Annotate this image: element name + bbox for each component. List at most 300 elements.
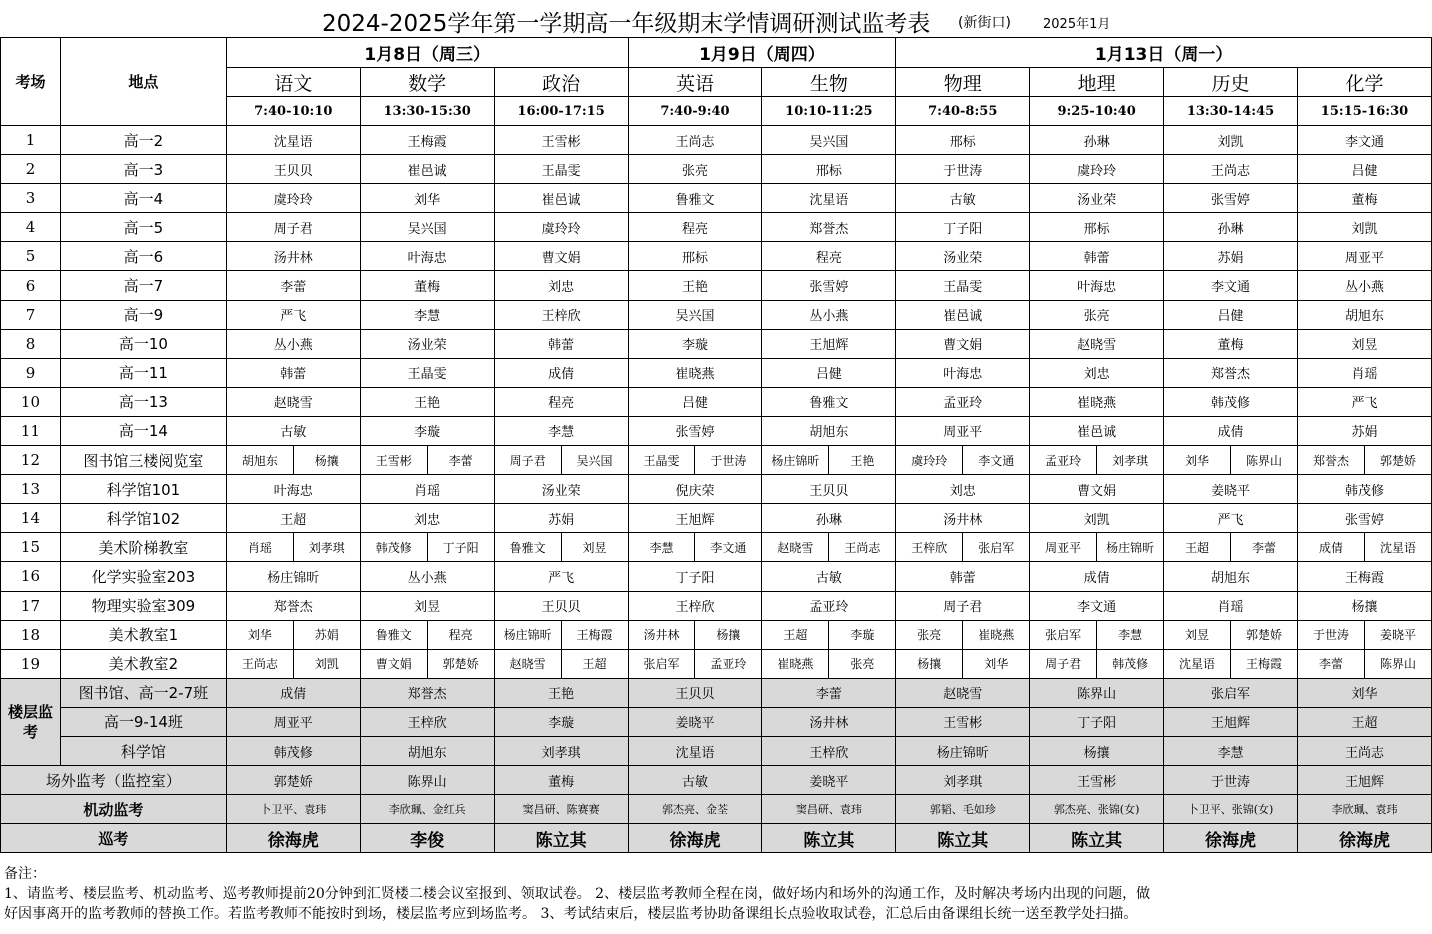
proctor-cell: 李文通 xyxy=(1030,591,1164,620)
proctor-cell: 刘昱 xyxy=(1164,620,1231,649)
room-location: 高一4 xyxy=(60,184,226,213)
proctor-cell: 李欣珮、袁玮 xyxy=(1297,795,1431,824)
proctor-cell: 丛小燕 xyxy=(1297,271,1431,300)
proctor-cell: 严飞 xyxy=(1164,504,1298,533)
proctor-cell: 刘华 xyxy=(1297,678,1431,707)
proctor-cell: 虞玲玲 xyxy=(896,446,963,475)
proctor-cell: 严飞 xyxy=(226,300,360,329)
proctor-cell: 肖瑶 xyxy=(360,475,494,504)
proctor-cell: 严飞 xyxy=(494,562,628,591)
room-number: 11 xyxy=(1,416,61,445)
proctor-cell: 肖瑶 xyxy=(1164,591,1298,620)
proctor-cell: 王艳 xyxy=(360,387,494,416)
table-row xyxy=(1,504,1432,533)
proctor-cell: 郭楚娇 xyxy=(1364,446,1431,475)
proctor-cell: 李蕾 xyxy=(427,446,494,475)
proctor-cell: 曹文娟 xyxy=(494,242,628,271)
proctor-cell: 卜卫平、袁玮 xyxy=(226,795,360,824)
outside-row-label: 场外监考（监控室） xyxy=(1,766,227,795)
floor-row xyxy=(1,707,1432,736)
proctor-cell: 刘华 xyxy=(1164,446,1231,475)
proctor-cell: 孟亚玲 xyxy=(896,387,1030,416)
proctor-cell: 张启军 xyxy=(1164,678,1298,707)
proctor-cell: 张雪婷 xyxy=(628,416,762,445)
proctor-cell: 王雪彬 xyxy=(360,446,427,475)
proctor-cell: 王尚志 xyxy=(1297,736,1431,765)
proctor-cell: 孙琳 xyxy=(1164,213,1298,242)
proctor-cell: 吴兴国 xyxy=(762,126,896,155)
proctor-cell: 古敏 xyxy=(628,766,762,795)
proctor-cell: 苏娟 xyxy=(494,504,628,533)
proctor-cell: 孙琳 xyxy=(762,504,896,533)
proctor-cell: 陈界山 xyxy=(360,766,494,795)
proctor-cell: 董梅 xyxy=(494,766,628,795)
proctor-cell: 虞玲玲 xyxy=(1030,155,1164,184)
proctor-cell: 杨攘 xyxy=(293,446,360,475)
room-number: 8 xyxy=(1,329,61,358)
table-row xyxy=(1,591,1432,620)
proctor-cell: 刘凯 xyxy=(293,649,360,678)
proctor-cell: 姜晓平 xyxy=(1364,620,1431,649)
proctor-cell: 杨攘 xyxy=(1030,736,1164,765)
proctor-cell: 徐海虎 xyxy=(1164,824,1298,853)
proctor-cell: 叶海忠 xyxy=(1030,271,1164,300)
proctor-cell: 刘孝琪 xyxy=(896,766,1030,795)
proctor-cell: 汤业荣 xyxy=(494,475,628,504)
room-number: 9 xyxy=(1,358,61,387)
proctor-cell: 王雪彬 xyxy=(1030,766,1164,795)
day-header: 1月9日（周四） xyxy=(628,38,896,68)
room-number: 16 xyxy=(1,562,61,591)
proctor-cell: 成倩 xyxy=(494,358,628,387)
proctor-cell: 苏娟 xyxy=(1164,242,1298,271)
proctor-cell: 孙琳 xyxy=(1030,126,1164,155)
proctor-cell: 陈立其 xyxy=(896,824,1030,853)
proctor-cell: 王梓欣 xyxy=(762,736,896,765)
proctor-cell: 徐海虎 xyxy=(226,824,360,853)
proctor-cell: 古敏 xyxy=(896,184,1030,213)
room-location: 高一5 xyxy=(60,213,226,242)
proctor-cell: 沈星语 xyxy=(1164,649,1231,678)
room-number: 7 xyxy=(1,300,61,329)
proctor-cell: 张启军 xyxy=(1030,620,1097,649)
room-location: 物理实验室309 xyxy=(60,591,226,620)
time-header: 16:00-17:15 xyxy=(494,97,628,126)
header-location: 地点 xyxy=(60,38,226,126)
proctor-cell: 郑誉杰 xyxy=(762,213,896,242)
title-location: (新街口) xyxy=(958,15,1011,31)
header-exam-room: 考场 xyxy=(1,38,61,126)
proctor-cell: 郭韬、毛如珍 xyxy=(896,795,1030,824)
proctor-cell: 邢标 xyxy=(1030,213,1164,242)
proctor-cell: 鲁雅文 xyxy=(628,184,762,213)
proctor-cell: 王尚志 xyxy=(829,533,896,562)
mobile-row xyxy=(1,795,1432,824)
proctor-cell: 韩蕾 xyxy=(1030,242,1164,271)
proctor-cell: 汤业荣 xyxy=(1030,184,1164,213)
proctor-cell: 鲁雅文 xyxy=(360,620,427,649)
proctor-cell: 陈界山 xyxy=(1231,446,1298,475)
subject-header: 政治 xyxy=(494,68,628,97)
proctor-cell: 郭楚娇 xyxy=(1231,620,1298,649)
proctor-cell: 王晶雯 xyxy=(896,271,1030,300)
subject-header: 化学 xyxy=(1297,68,1431,97)
proctor-cell: 曹文娟 xyxy=(1030,475,1164,504)
mobile-row-label: 机动监考 xyxy=(1,795,227,824)
proctor-cell: 王尚志 xyxy=(628,126,762,155)
table-row xyxy=(1,620,1432,649)
room-number: 4 xyxy=(1,213,61,242)
proctor-cell: 周子君 xyxy=(1030,649,1097,678)
proctor-cell: 于世涛 xyxy=(1164,766,1298,795)
proctor-cell: 虞玲玲 xyxy=(494,213,628,242)
proctor-cell: 陈界山 xyxy=(1364,649,1431,678)
room-location: 科学馆101 xyxy=(60,475,226,504)
time-header: 13:30-14:45 xyxy=(1164,97,1298,126)
proctor-cell: 崔邑诚 xyxy=(360,155,494,184)
proctor-cell: 陈界山 xyxy=(1030,678,1164,707)
proctor-cell: 王贝贝 xyxy=(494,591,628,620)
proctor-cell: 李欣珮、金红兵 xyxy=(360,795,494,824)
proctor-cell: 郑誉杰 xyxy=(1164,358,1298,387)
proctor-cell: 陈立其 xyxy=(1030,824,1164,853)
proctor-cell: 成倩 xyxy=(226,678,360,707)
subject-header: 英语 xyxy=(628,68,762,97)
floor-location: 高一9-14班 xyxy=(60,707,226,736)
floor-row xyxy=(1,678,1432,707)
proctor-cell: 杨庄锦昕 xyxy=(1097,533,1164,562)
proctor-cell: 刘凯 xyxy=(1297,213,1431,242)
proctor-cell: 吕健 xyxy=(1297,155,1431,184)
room-location: 科学馆102 xyxy=(60,504,226,533)
proctor-cell: 窦昌研、陈赛赛 xyxy=(494,795,628,824)
proctor-cell: 曹文娟 xyxy=(896,329,1030,358)
proctor-cell: 周子君 xyxy=(226,213,360,242)
time-header: 10:10-11:25 xyxy=(762,97,896,126)
table-row xyxy=(1,475,1432,504)
room-location: 高一11 xyxy=(60,358,226,387)
proctor-cell: 程亮 xyxy=(494,387,628,416)
proctor-cell: 王旭辉 xyxy=(628,504,762,533)
proctor-cell: 周亚平 xyxy=(1297,242,1431,271)
proctor-cell: 李文通 xyxy=(1297,126,1431,155)
room-number: 19 xyxy=(1,649,61,678)
proctor-cell: 胡旭东 xyxy=(226,446,293,475)
proctor-cell: 王梅霞 xyxy=(1297,562,1431,591)
proctor-cell: 刘华 xyxy=(360,184,494,213)
room-location: 图书馆三楼阅览室 xyxy=(60,446,226,475)
table-row xyxy=(1,155,1432,184)
subject-header: 语文 xyxy=(226,68,360,97)
proctor-cell: 吴兴国 xyxy=(360,213,494,242)
table-row xyxy=(1,416,1432,445)
proctor-cell: 倪庆荣 xyxy=(628,475,762,504)
table-row xyxy=(1,446,1432,475)
table-row xyxy=(1,213,1432,242)
room-location: 高一7 xyxy=(60,271,226,300)
proctor-cell: 韩茂修 xyxy=(226,736,360,765)
room-location: 高一14 xyxy=(60,416,226,445)
room-location: 美术阶梯教室 xyxy=(60,533,226,562)
subject-header: 物理 xyxy=(896,68,1030,97)
proctor-cell: 胡旭东 xyxy=(1297,300,1431,329)
proctor-cell: 王梓欣 xyxy=(494,300,628,329)
proctor-cell: 崔晓燕 xyxy=(762,649,829,678)
proctor-cell: 韩茂修 xyxy=(1297,475,1431,504)
proctor-cell: 李璇 xyxy=(628,329,762,358)
proctor-cell: 杨攘 xyxy=(896,649,963,678)
proctor-cell: 刘凯 xyxy=(1164,126,1298,155)
proctor-cell: 孟亚玲 xyxy=(1030,446,1097,475)
time-header: 7:40-9:40 xyxy=(628,97,762,126)
proctor-cell: 胡旭东 xyxy=(1164,562,1298,591)
proctor-cell: 刘华 xyxy=(226,620,293,649)
proctor-cell: 张启军 xyxy=(963,533,1030,562)
proctor-cell: 程亮 xyxy=(628,213,762,242)
proctor-cell: 张雪婷 xyxy=(1297,504,1431,533)
proctor-cell: 崔邑诚 xyxy=(494,184,628,213)
room-location: 化学实验室203 xyxy=(60,562,226,591)
proctor-cell: 王梓欣 xyxy=(628,591,762,620)
proctor-cell: 王雪彬 xyxy=(896,707,1030,736)
proctor-cell: 徐海虎 xyxy=(1297,824,1431,853)
notes-line-1: 1、请监考、楼层监考、机动监考、巡考教师提前20分钟到汇贤楼二楼会议室报到、领取试卷。 2、楼层监考教师全程在岗，做好场内和场外的沟通工作，及时解决考场内出现的问题，做 xyxy=(4,886,1151,902)
time-header: 7:40-10:10 xyxy=(226,97,360,126)
proctor-cell: 郭杰亮、张锦(女) xyxy=(1030,795,1164,824)
proctor-cell: 李蕾 xyxy=(1297,649,1364,678)
room-number: 18 xyxy=(1,620,61,649)
proctor-cell: 王梅霞 xyxy=(561,620,628,649)
proctor-cell: 郑誉杰 xyxy=(360,678,494,707)
room-number: 14 xyxy=(1,504,61,533)
proctor-cell: 王晶雯 xyxy=(360,358,494,387)
proctor-cell: 李慧 xyxy=(1097,620,1164,649)
proctor-cell: 韩茂修 xyxy=(360,533,427,562)
proctor-cell: 韩茂修 xyxy=(1164,387,1298,416)
proctor-cell: 赵晓雪 xyxy=(494,649,561,678)
time-header: 13:30-15:30 xyxy=(360,97,494,126)
proctor-cell: 韩蕾 xyxy=(896,562,1030,591)
proctor-cell: 姜晓平 xyxy=(1164,475,1298,504)
proctor-cell: 张亮 xyxy=(628,155,762,184)
room-location: 高一2 xyxy=(60,126,226,155)
proctor-cell: 董梅 xyxy=(1164,329,1298,358)
proctor-cell: 刘昱 xyxy=(1297,329,1431,358)
time-header: 9:25-10:40 xyxy=(1030,97,1164,126)
proctor-cell: 王贝贝 xyxy=(226,155,360,184)
proctor-cell: 韩蕾 xyxy=(494,329,628,358)
proctor-cell: 于世涛 xyxy=(695,446,762,475)
proctor-cell: 丁子阳 xyxy=(896,213,1030,242)
proctor-cell: 张雪婷 xyxy=(762,271,896,300)
proctor-cell: 李璇 xyxy=(494,707,628,736)
proctor-cell: 姜晓平 xyxy=(762,766,896,795)
proctor-cell: 王超 xyxy=(762,620,829,649)
floor-row xyxy=(1,736,1432,765)
proctor-cell: 邢标 xyxy=(896,126,1030,155)
proctor-cell: 郭杰亮、金荃 xyxy=(628,795,762,824)
proctor-cell: 杨庄锦昕 xyxy=(226,562,360,591)
proctor-cell: 崔晓燕 xyxy=(963,620,1030,649)
proctor-cell: 杨攘 xyxy=(1297,591,1431,620)
proctor-cell: 李慧 xyxy=(360,300,494,329)
proctor-cell: 王艳 xyxy=(628,271,762,300)
proctor-cell: 于世涛 xyxy=(896,155,1030,184)
proctor-cell: 刘忠 xyxy=(360,504,494,533)
proctor-cell: 李蕾 xyxy=(762,678,896,707)
time-header: 7:40-8:55 xyxy=(896,97,1030,126)
floor-label: 楼层监考 xyxy=(1,678,61,765)
proctor-cell: 李慧 xyxy=(494,416,628,445)
proctor-cell: 丛小燕 xyxy=(226,329,360,358)
proctor-cell: 古敏 xyxy=(762,562,896,591)
proctor-cell: 刘忠 xyxy=(1030,358,1164,387)
room-number: 10 xyxy=(1,387,61,416)
subject-header: 生物 xyxy=(762,68,896,97)
proctor-cell: 刘昱 xyxy=(561,533,628,562)
proctor-cell: 周亚平 xyxy=(1030,533,1097,562)
proctor-cell: 严飞 xyxy=(1297,387,1431,416)
proctor-cell: 丛小燕 xyxy=(360,562,494,591)
proctor-cell: 汤井林 xyxy=(896,504,1030,533)
proctor-cell: 王梅霞 xyxy=(1231,649,1298,678)
proctor-cell: 韩蕾 xyxy=(226,358,360,387)
proctor-cell: 叶海忠 xyxy=(226,475,360,504)
proctor-cell: 沈星语 xyxy=(762,184,896,213)
proctor-cell: 刘孝琪 xyxy=(494,736,628,765)
proctor-cell: 王超 xyxy=(561,649,628,678)
proctor-cell: 杨庄锦昕 xyxy=(494,620,561,649)
proctor-cell: 王艳 xyxy=(494,678,628,707)
proctor-cell: 张启军 xyxy=(628,649,695,678)
proctor-cell: 徐海虎 xyxy=(628,824,762,853)
proctor-cell: 成倩 xyxy=(1164,416,1298,445)
proctor-cell: 杨庄锦昕 xyxy=(762,446,829,475)
room-number: 3 xyxy=(1,184,61,213)
proctor-cell: 王旭辉 xyxy=(1297,766,1431,795)
proctor-cell: 王旭辉 xyxy=(762,329,896,358)
proctor-cell: 张亮 xyxy=(896,620,963,649)
table-row xyxy=(1,358,1432,387)
proctor-cell: 杨庄锦昕 xyxy=(896,736,1030,765)
proctor-cell: 王雪彬 xyxy=(494,126,628,155)
proctor-cell: 李蕾 xyxy=(226,271,360,300)
proctor-cell: 姜晓平 xyxy=(628,707,762,736)
table-row xyxy=(1,562,1432,591)
proctor-cell: 崔晓燕 xyxy=(628,358,762,387)
room-location: 高一3 xyxy=(60,155,226,184)
proctor-cell: 周亚平 xyxy=(896,416,1030,445)
title-row xyxy=(0,0,1432,38)
proctor-cell: 王尚志 xyxy=(1164,155,1298,184)
proctor-cell: 赵晓雪 xyxy=(762,533,829,562)
proctor-schedule-table xyxy=(0,37,1432,853)
proctor-cell: 周子君 xyxy=(494,446,561,475)
proctor-cell: 王超 xyxy=(1164,533,1231,562)
subject-header: 数学 xyxy=(360,68,494,97)
floor-location: 图书馆、高一2-7班 xyxy=(60,678,226,707)
proctor-cell: 孟亚玲 xyxy=(695,649,762,678)
room-number: 1 xyxy=(1,126,61,155)
outside-row xyxy=(1,766,1432,795)
proctor-cell: 刘华 xyxy=(963,649,1030,678)
proctor-cell: 叶海忠 xyxy=(896,358,1030,387)
proctor-cell: 吴兴国 xyxy=(561,446,628,475)
proctor-cell: 王晶雯 xyxy=(628,446,695,475)
notes xyxy=(4,864,1428,924)
proctor-cell: 周子君 xyxy=(896,591,1030,620)
table-row xyxy=(1,126,1432,155)
table-row xyxy=(1,649,1432,678)
room-number: 15 xyxy=(1,533,61,562)
proctor-cell: 王晶雯 xyxy=(494,155,628,184)
room-number: 5 xyxy=(1,242,61,271)
proctor-cell: 吕健 xyxy=(1164,300,1298,329)
proctor-cell: 陈立其 xyxy=(762,824,896,853)
room-location: 高一6 xyxy=(60,242,226,271)
room-number: 6 xyxy=(1,271,61,300)
proctor-cell: 张雪婷 xyxy=(1164,184,1298,213)
table-row xyxy=(1,329,1432,358)
room-location: 美术教室1 xyxy=(60,620,226,649)
page-title: 2024-2025学年第一学期高一年级期末学情调研测试监考表 xyxy=(322,11,931,37)
room-number: 17 xyxy=(1,591,61,620)
table-row xyxy=(1,533,1432,562)
proctor-cell: 崔晓燕 xyxy=(1030,387,1164,416)
proctor-cell: 刘忠 xyxy=(494,271,628,300)
proctor-cell: 赵晓雪 xyxy=(896,678,1030,707)
proctor-cell: 胡旭东 xyxy=(762,416,896,445)
proctor-cell: 王旭辉 xyxy=(1164,707,1298,736)
title-date: 2025年1月 xyxy=(1043,17,1111,32)
proctor-cell: 李慧 xyxy=(628,533,695,562)
proctor-cell: 王梓欣 xyxy=(360,707,494,736)
room-number: 2 xyxy=(1,155,61,184)
proctor-cell: 刘昱 xyxy=(360,591,494,620)
proctor-cell: 李俊 xyxy=(360,824,494,853)
proctor-cell: 古敏 xyxy=(226,416,360,445)
proctor-cell: 李璇 xyxy=(360,416,494,445)
proctor-cell: 汤井林 xyxy=(226,242,360,271)
proctor-cell: 苏娟 xyxy=(293,620,360,649)
proctor-cell: 王贝贝 xyxy=(762,475,896,504)
room-location: 高一9 xyxy=(60,300,226,329)
proctor-cell: 鲁雅文 xyxy=(494,533,561,562)
table-row xyxy=(1,242,1432,271)
proctor-cell: 汤井林 xyxy=(628,620,695,649)
proctor-cell: 沈星语 xyxy=(226,126,360,155)
proctor-cell: 周亚平 xyxy=(226,707,360,736)
proctor-cell: 成倩 xyxy=(1297,533,1364,562)
proctor-cell: 张亮 xyxy=(1030,300,1164,329)
time-header: 15:15-16:30 xyxy=(1297,97,1431,126)
proctor-cell: 赵晓雪 xyxy=(226,387,360,416)
proctor-cell: 汤业荣 xyxy=(896,242,1030,271)
proctor-cell: 王贝贝 xyxy=(628,678,762,707)
patrol-row-label: 巡考 xyxy=(1,824,227,853)
proctor-cell: 邢标 xyxy=(762,155,896,184)
proctor-cell: 于世涛 xyxy=(1297,620,1364,649)
proctor-cell: 赵晓雪 xyxy=(1030,329,1164,358)
proctor-cell: 杨攘 xyxy=(695,620,762,649)
proctor-cell: 王梅霞 xyxy=(360,126,494,155)
proctor-cell: 李文通 xyxy=(1164,271,1298,300)
proctor-cell: 程亮 xyxy=(427,620,494,649)
proctor-cell: 李慧 xyxy=(1164,736,1298,765)
proctor-cell: 刘忠 xyxy=(896,475,1030,504)
proctor-cell: 刘孝琪 xyxy=(1097,446,1164,475)
proctor-cell: 邢标 xyxy=(628,242,762,271)
